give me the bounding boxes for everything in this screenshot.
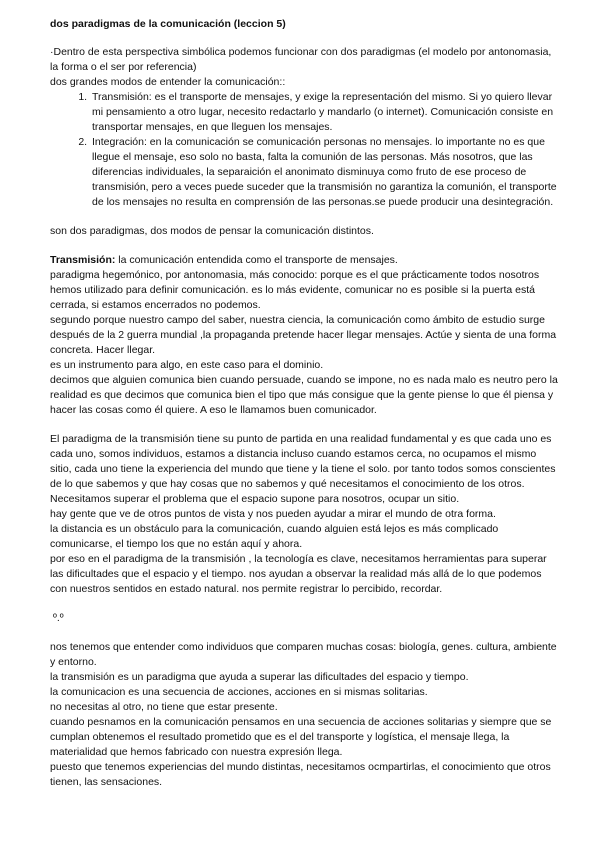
- paradigma-line: por eso en el paradigma de la transmisión , la tecnología es clave, necesitamos herramientas para superar las dificultades que el espacio y el tiempo. nos ayudan a observar la realidad más allá de lo que podemos con nuestros sentidos en estado natural. nos permite registrar lo percibido, recordar.: [50, 553, 547, 595]
- paradigm-list: [50, 90, 560, 210]
- transmision-lead-paragraph: [50, 253, 560, 268]
- document-title: dos paradigmas de la comunicación (leccion 5): [50, 18, 286, 30]
- transmision-label: Transmisión:: [50, 254, 116, 266]
- paradigma-paragraph: El paradigma de la transmisión tiene su punto de partida en una realidad fundamental y es que cada uno es cada uno, somos individuos, estamos a distancia incluso cuando estamos cerca, no ocupamos el mismo sitio, cada uno tiene la experiencia del mundo que tiene y la tiene el solo. por tanto todos somos conscientes de lo que sabemos y que hay cosas que no sabemos y qué necesitamos el conocimiento de los otros. Necesitamos superar el problema que el espacio supone para nosotros, ocupar un sitio.: [50, 433, 556, 505]
- final-line: puesto que tenemos experiencias del mundo distintas, necesitamos ocmpartirlas, el conocimiento que otros tienen, las sensaciones.: [50, 761, 551, 788]
- paradigma-line: la distancia es un obstáculo para la comunicación, cuando alguien está lejos es más complicado comunicarse, el tiempo los que no están aquí y ahora.: [50, 523, 499, 550]
- paradigma-line: hay gente que ve de otros puntos de vista y nos pueden ayudar a mirar el mundo de otra forma.: [50, 508, 496, 520]
- intro-paragraph: ·Dentro de esta perspectiva simbólica podemos funcionar con dos paradigmas (el modelo por antonomasia, la forma o el ser por referencia): [50, 46, 552, 73]
- transmision-line: decimos que alguien comunica bien cuando persuade, cuando se impone, no es nada malo es neutro pero la realidad es que decimos que comunica bien el tipo que más consigue que la gente piense lo que él piensa y hacer las cosas como él quiere. A eso le llamamos buen comunicador.: [50, 374, 558, 416]
- final-line: no necesitas al otro, no tiene que estar presente.: [50, 701, 278, 713]
- final-line: la transmisión es un paradigma que ayuda a superar las dificultades del espacio y tiempo.: [50, 671, 469, 683]
- summary-paragraph: son dos paradigmas, dos modos de pensar la comunicación distintos.: [50, 225, 374, 237]
- section-separator-symbol: º.º: [53, 612, 64, 624]
- final-line: la comunicacion es una secuencia de acciones, acciones en si mismas solitarias.: [50, 686, 428, 698]
- list-item-integracion: 2. Integración: en la comunicación se comunicación personas no mensajes. lo importante no es que llegue el mensaje, eso solo no basta, falta la comunión de las personas. Más nosotros, que las diferencias individuales, la separaición el anonimato disminuya como fruto de ese proceso de transmisión, pero a veces puede suceder que la transmisión no garantiza la comunión, el transporte de los mensajes no resulta en comprensión de las personas.se puede producir una desintegración.: [90, 135, 560, 210]
- transmision-line: paradigma hegemónico, por antonomasia, más conocido: porque es el que prácticamente todos nosotros hemos utilizado para definir comunicación. es lo más evidente, comunicar no es posible si la puerta está cerrada, si estamos encerrados no podemos.: [50, 269, 540, 311]
- final-line: nos tenemos que entender como individuos que comparen muchas cosas: biología, genes. cultura, ambiente y entorno.: [50, 641, 557, 668]
- transmision-line: es un instrumento para algo, en este caso para el dominio.: [50, 359, 324, 371]
- list-item-transmision: 1. Transmisión: es el transporte de mensajes, y exige la representación del mismo. Si yo quiero llevar mi pensamiento a otro lugar, necesito redactarlo y mandarlo (o internet). Comunicación consiste en transportar mensajes, en que lleguen los mensajes.: [90, 90, 560, 135]
- intro-subheading: dos grandes modos de entender la comunicación::: [50, 76, 286, 88]
- transmision-line: segundo porque nuestro campo del saber, nuestra ciencia, la comunicación como ámbito de estudio surge después de la 2 guerra mundial ,la propaganda pretende hacer llegar mensajes. Actúe y sienta de una forma concreta. Hacer llegar.: [50, 314, 557, 356]
- transmision-lead: la comunicación entendida como el transporte de mensajes.: [115, 254, 398, 266]
- final-line: cuando pesnamos en la comunicación pensamos en una secuencia de acciones solitarias y siempre que se cumplan obtenemos el resultado prometido que es el del transporte y logística, el mensaje llega, la materialidad que hemos fabricado con nuestra expresión llega.: [50, 716, 552, 758]
